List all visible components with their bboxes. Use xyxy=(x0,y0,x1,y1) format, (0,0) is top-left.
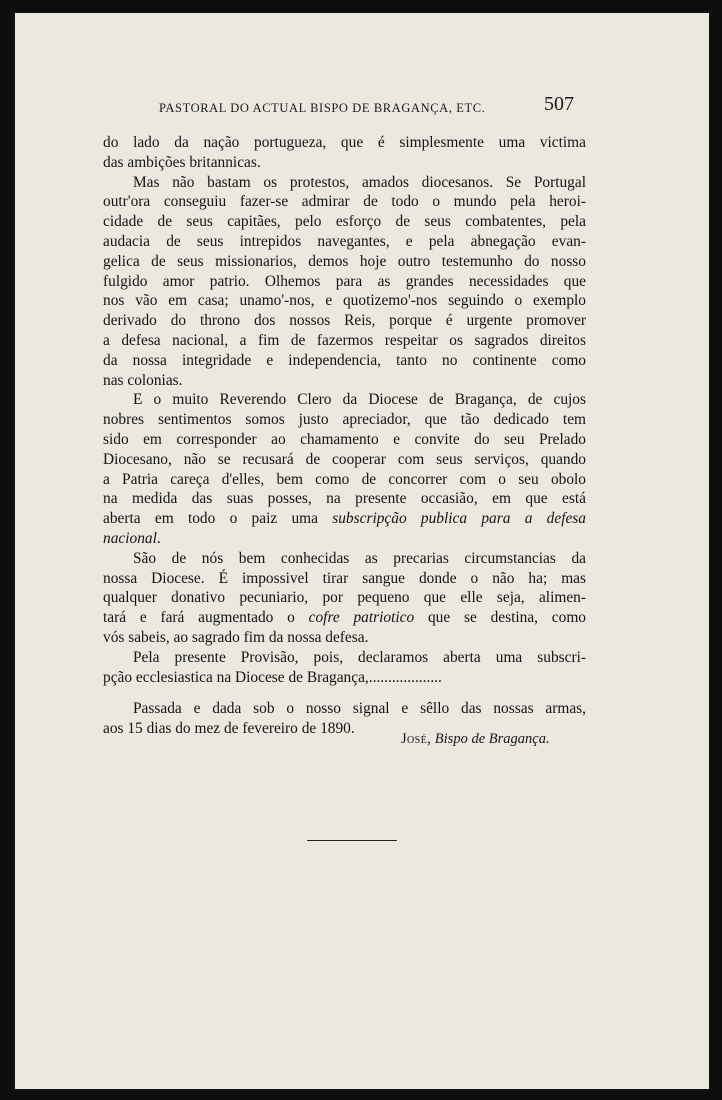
text-line: aos 15 dias do mez de fevereiro de 1890. xyxy=(103,720,355,738)
text-line: do lado da nação portugueza, que é simplesmente uma victima xyxy=(103,134,586,151)
italic-text: cofre patriotico xyxy=(308,609,415,627)
closing-rule xyxy=(307,840,397,841)
text-line: nossa Diocese. É impossivel tirar sangue donde o não ha; mas xyxy=(103,569,586,587)
signature xyxy=(401,731,550,748)
paragraph-2 xyxy=(103,173,586,391)
text-line: na medida das suas posses, na presente occasião, em que está xyxy=(103,490,586,508)
text-line: sido em corresponder ao chamamento e convite do seu Prelado xyxy=(103,430,586,448)
book-page xyxy=(12,10,712,1092)
paragraph-5 xyxy=(103,648,586,688)
paragraph-4 xyxy=(103,549,586,648)
text-line: Diocesano, não se recusará de cooperar com seus serviços, quando xyxy=(103,450,586,468)
italic-text: nacional xyxy=(103,529,157,547)
body-text xyxy=(103,133,586,739)
text-line: pção ecclesiastica na Diocese de Bragança,................... xyxy=(103,668,442,686)
text-line: a defesa nacional, a fim de fazermos respeitar os sagrados direitos xyxy=(103,331,586,349)
text-line xyxy=(103,529,586,549)
signature-name: José, xyxy=(401,731,432,747)
text-line: nas colonias. xyxy=(103,371,183,389)
text-line: vós sabeis, ao sagrado fim da nossa defesa. xyxy=(103,628,369,646)
text-line: Pela presente Provisão, pois, declaramos aberta uma subscri- xyxy=(133,648,586,666)
text-line: nos vão em casa; unamo'-nos, e quotizemo'-nos seguindo o exemplo xyxy=(103,292,586,310)
text-run: tará e fará augmentado o xyxy=(103,609,309,627)
text-line: audacia de seus intrepidos navegantes, e pela abnegação evan- xyxy=(103,232,586,250)
paragraph-gap xyxy=(103,687,586,699)
text-line: Passada e dada sob o nosso signal e sêllo das nossas armas, xyxy=(133,700,586,718)
text-line: a Patria careça d'elles, bem como de concorrer com o seu obolo xyxy=(103,470,586,488)
text-line: cidade de seus capitães, pelo esforço de seus combatentes, pela xyxy=(103,213,586,231)
text-run: . xyxy=(156,529,161,547)
text-run: aberta em todo o paiz uma xyxy=(103,510,333,528)
text-line: gelica de seus missionarios, demos hoje outro testemunho do nosso xyxy=(103,252,586,270)
text-line: das ambições britannicas. xyxy=(103,153,261,171)
page-number: 507 xyxy=(544,93,574,115)
text-line: nobres sentimentos somos justo apreciador, que tão dedicado tem xyxy=(103,411,586,429)
text-line: Mas não bastam os protestos, amados diocesanos. Se Portugal xyxy=(133,173,586,191)
text-line: São de nós bem conhecidas as precarias circumstancias da xyxy=(133,549,586,567)
text-line: derivado do throno dos nossos Reis, porque é urgente promover xyxy=(103,312,586,330)
italic-text: subscripção publica para a defesa xyxy=(332,510,586,528)
text-line: E o muito Reverendo Clero da Diocese de Bragança, de cujos xyxy=(133,391,586,409)
text-run: que se destina, como xyxy=(414,609,586,627)
text-line: da nossa integridade e independencia, tanto no continente como xyxy=(103,351,586,369)
text-line: qualquer donativo pecuniario, por pequeno que elle seja, alimen- xyxy=(103,589,586,607)
paragraph-3 xyxy=(103,390,586,548)
running-title: PASTORAL DO ACTUAL BISPO DE BRAGANÇA, ETC. xyxy=(159,101,486,115)
text-line xyxy=(103,509,586,529)
text-line xyxy=(103,608,586,628)
text-line: fulgido amor patrio. Olhemos para as grandes necessidades que xyxy=(103,272,586,290)
page-header xyxy=(15,89,709,121)
text-line: outr'ora conseguiu fazer-se admirar de todo o mundo pela heroi- xyxy=(103,193,586,211)
signature-title: Bispo de Bragança. xyxy=(434,731,550,747)
paragraph-1 xyxy=(103,133,586,173)
